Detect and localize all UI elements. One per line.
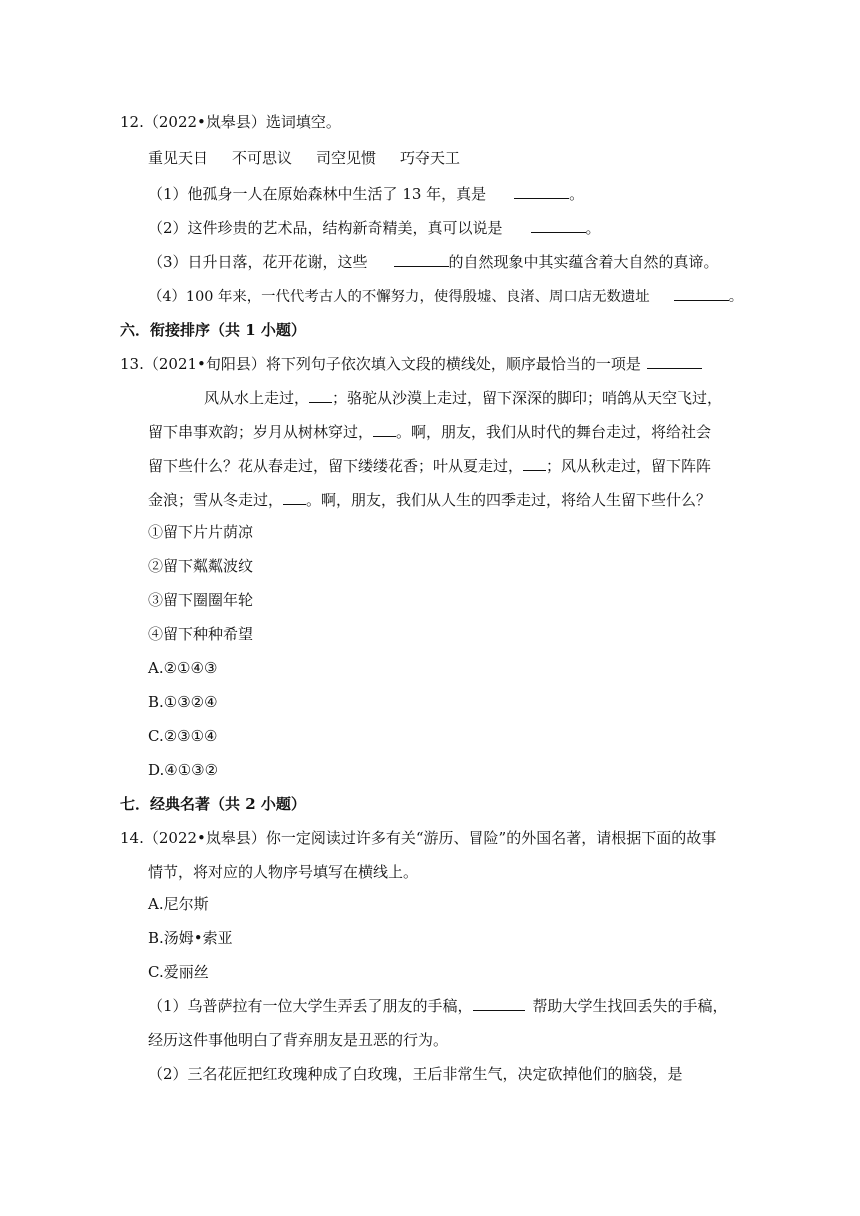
q14-item-1 — [148, 996, 728, 1016]
answer-option-d[interactable]: D.④①③② — [148, 761, 219, 779]
answer-blank[interactable] — [674, 286, 729, 301]
q12-word-bank — [148, 148, 484, 168]
item-text: 帮助大学生找回丢失的手稿， — [532, 997, 728, 1015]
item-text: （2）这件珍贵的艺术品，结构新奇精美，真可以说是 — [148, 219, 503, 237]
passage-text: ；风从秋走过，留下阵阵 — [546, 457, 712, 475]
passage-blank[interactable] — [283, 490, 306, 505]
q12-stem: 12.（2022•岚皋县）选词填空。 — [120, 113, 341, 131]
sentence-item: ④留下种种希望 — [148, 625, 254, 643]
passage-text: 。啊，朋友，我们从时代的舞台走过，将给社会 — [396, 423, 712, 441]
section-heading: 七．经典名著（共 2 小题） — [120, 795, 306, 813]
q12-item-3 — [148, 252, 719, 272]
item-text: （1）他孤身一人在原始森林中生活了 13 年，真是 — [148, 185, 487, 203]
answer-blank[interactable] — [473, 996, 525, 1011]
q13-passage-line — [148, 422, 711, 442]
passage-text: ；骆驼从沙漠上走过，留下深深的脚印；哨鸽从天空飞过， — [332, 389, 723, 407]
passage-blank[interactable] — [373, 422, 396, 437]
q14-item-2: （2）三名花匠把红玫瑰种成了白玫瑰，王后非常生气，决定砍掉他们的脑袋，是 — [148, 1065, 683, 1083]
passage-text: 风从水上走过， — [204, 389, 310, 407]
character-option-b: B.汤姆•索亚 — [148, 929, 233, 947]
passage-text: 。啊，朋友，我们从人生的四季走过，将给人生留下些什么？ — [306, 491, 712, 509]
q14-stem: 14.（2022•岚皋县）你一定阅读过许多有关“游历、冒险”的外国名著，请根据下面的故事 — [120, 829, 717, 847]
q13-passage-line — [148, 456, 711, 476]
answer-blank[interactable] — [531, 218, 586, 233]
q14-item-1-cont: 经历这件事他明白了背弃朋友是丑恶的行为。 — [148, 1031, 449, 1049]
q12-item-1 — [148, 184, 584, 204]
answer-option-b[interactable]: B.①③②④ — [148, 693, 218, 711]
answer-option-c[interactable]: C.②③①④ — [148, 727, 218, 745]
word-option: 重见天日 — [148, 149, 209, 167]
passage-blank[interactable] — [523, 456, 546, 471]
passage-text: 金浪；雪从冬走过， — [148, 491, 284, 509]
passage-blank[interactable] — [309, 388, 332, 403]
item-end: 的自然现象中其实蕴含着大自然的真谛。 — [448, 253, 719, 271]
item-end: 。 — [569, 185, 585, 203]
item-text: （4）100 年来，一代代考古人的不懈努力，使得殷墟、良渚、周口店无数遗址 — [148, 289, 650, 305]
answer-blank[interactable] — [514, 184, 569, 199]
q12-item-2 — [148, 218, 601, 238]
q13-passage-line — [204, 388, 722, 408]
q14-stem-cont: 情节，将对应的人物序号填写在横线上。 — [148, 863, 419, 881]
q13-stem — [120, 354, 702, 374]
answer-blank[interactable] — [647, 354, 702, 369]
item-end: 。 — [585, 219, 601, 237]
word-option: 不可思议 — [232, 149, 293, 167]
sentence-item: ③留下圈圈年轮 — [148, 591, 254, 609]
q12-item-4 — [148, 286, 743, 307]
passage-text: 留下串事欢韵；岁月从树林穿过， — [148, 423, 374, 441]
character-option-c: C.爱丽丝 — [148, 963, 209, 981]
item-end: 。 — [728, 289, 744, 305]
sentence-item: ①留下片片荫凉 — [148, 523, 254, 541]
word-option: 巧夺天工 — [400, 149, 461, 167]
character-option-a: A.尼尔斯 — [148, 895, 209, 913]
item-text: （3）日升日落，花开花谢，这些 — [148, 253, 368, 271]
sentence-item: ②留下粼粼波纹 — [148, 557, 254, 575]
passage-text: 留下些什么？花从春走过，留下缕缕花香；叶从夏走过， — [148, 457, 524, 475]
answer-option-a[interactable]: A.②①④③ — [148, 659, 218, 677]
item-text: （1）乌普萨拉有一位大学生弄丢了朋友的手稿， — [148, 997, 473, 1015]
section-heading: 六．衔接排序（共 1 小题） — [120, 321, 306, 339]
q13-passage-line — [148, 490, 711, 510]
q13-stem-text: 13.（2021•旬阳县）将下列句子依次填入文段的横线处，顺序最恰当的一项是 — [120, 355, 641, 373]
answer-blank[interactable] — [394, 252, 449, 267]
word-option: 司空见惯 — [316, 149, 377, 167]
